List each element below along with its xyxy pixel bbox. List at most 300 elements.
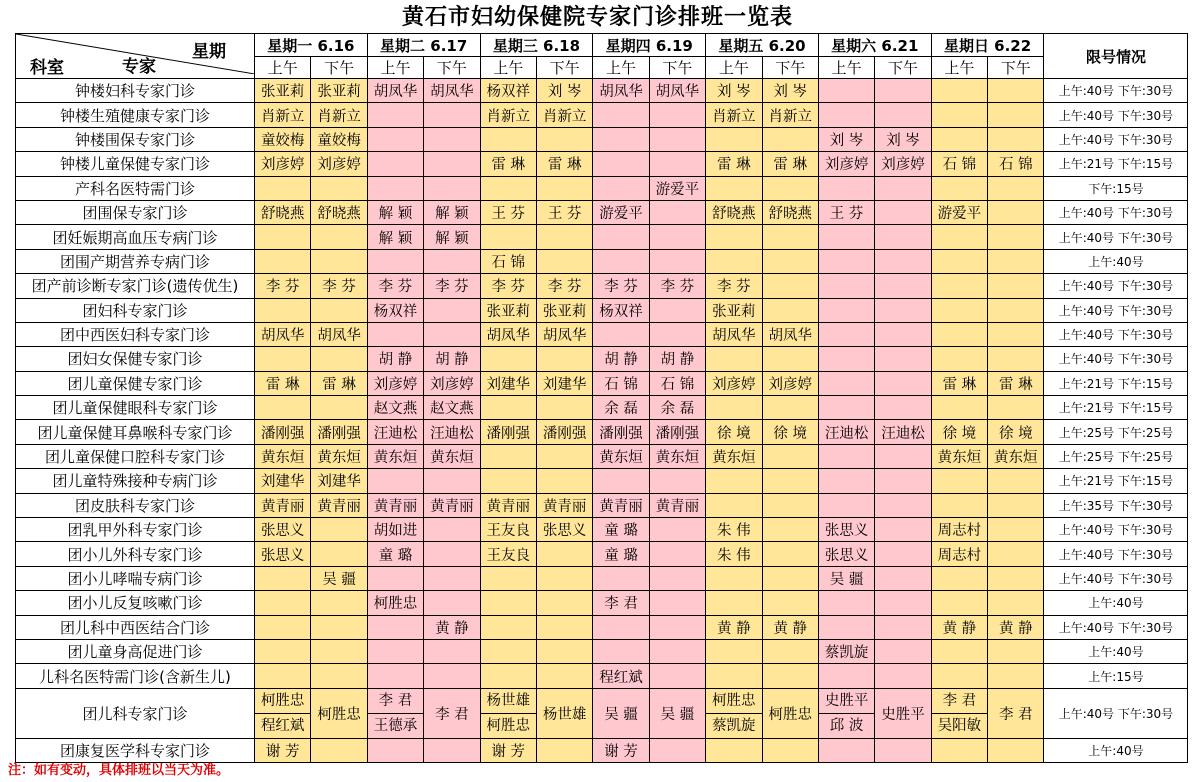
am-header: 上午 bbox=[367, 57, 423, 79]
expert-cell: 胡凤华 bbox=[311, 322, 367, 346]
expert-cell bbox=[818, 249, 874, 273]
expert-cell bbox=[480, 469, 536, 493]
expert-cell: 张思义 bbox=[818, 518, 874, 542]
expert-name: 柯胜忠 bbox=[260, 692, 305, 709]
expert-cell: 刘 岑 bbox=[706, 79, 762, 103]
expert-cell: 李 芬 bbox=[649, 274, 705, 298]
schedule-body bbox=[16, 79, 1188, 763]
expert-cell: 雷 琳 bbox=[255, 371, 311, 395]
table-row bbox=[16, 615, 1188, 639]
dept-cell: 团儿童特殊接种专病门诊 bbox=[16, 469, 255, 493]
expert-cell bbox=[536, 566, 592, 590]
expert-cell bbox=[649, 738, 705, 762]
limit-cell: 上午:40号 下午:30号 bbox=[1044, 322, 1188, 346]
expert-cell bbox=[818, 396, 874, 420]
table-row bbox=[16, 127, 1188, 151]
expert-cell bbox=[875, 371, 931, 395]
dept-cell: 团皮肤科专家门诊 bbox=[16, 493, 255, 517]
expert-cell: 刘建华 bbox=[255, 469, 311, 493]
expert-name: 程红斌 bbox=[255, 713, 310, 738]
expert-name: 史胜平 bbox=[824, 692, 869, 709]
expert-cell: 舒晓燕 bbox=[762, 200, 818, 224]
expert-cell bbox=[255, 688, 311, 738]
dept-cell: 团围产期营养专病门诊 bbox=[16, 249, 255, 273]
expert-cell: 程红斌 bbox=[593, 664, 649, 688]
expert-cell bbox=[988, 639, 1044, 663]
expert-cell bbox=[593, 615, 649, 639]
expert-cell bbox=[367, 738, 423, 762]
expert-cell bbox=[762, 664, 818, 688]
expert-cell bbox=[311, 738, 367, 762]
expert-cell bbox=[762, 127, 818, 151]
expert-cell bbox=[367, 639, 423, 663]
limit-cell: 上午:21号 下午:15号 bbox=[1044, 371, 1188, 395]
expert-cell bbox=[818, 79, 874, 103]
expert-cell bbox=[706, 591, 762, 615]
expert-cell: 吴 疆 bbox=[818, 566, 874, 590]
pm-header: 下午 bbox=[988, 57, 1044, 79]
expert-cell: 黄东烜 bbox=[367, 444, 423, 468]
expert-name: 邱 波 bbox=[819, 713, 874, 738]
expert-cell: 黄 静 bbox=[424, 615, 480, 639]
expert-cell bbox=[931, 493, 987, 517]
am-header: 上午 bbox=[480, 57, 536, 79]
expert-cell: 杨双祥 bbox=[480, 79, 536, 103]
table-row bbox=[16, 591, 1188, 615]
expert-cell bbox=[988, 322, 1044, 346]
expert-cell: 童 璐 bbox=[593, 542, 649, 566]
expert-cell bbox=[875, 664, 931, 688]
expert-cell: 刘 岑 bbox=[762, 79, 818, 103]
expert-cell: 雷 琳 bbox=[311, 371, 367, 395]
expert-cell: 张亚莉 bbox=[311, 79, 367, 103]
expert-cell: 黄青丽 bbox=[311, 493, 367, 517]
expert-cell bbox=[593, 127, 649, 151]
limit-cell: 下午:15号 bbox=[1044, 176, 1188, 200]
dept-cell: 团小儿哮喘专病门诊 bbox=[16, 566, 255, 590]
expert-cell bbox=[931, 322, 987, 346]
dept-cell: 团儿童保健专家门诊 bbox=[16, 371, 255, 395]
expert-cell bbox=[480, 396, 536, 420]
expert-cell bbox=[480, 688, 536, 738]
expert-cell bbox=[706, 493, 762, 517]
expert-cell: 赵文燕 bbox=[424, 396, 480, 420]
table-row bbox=[16, 420, 1188, 444]
limit-cell: 上午:40号 bbox=[1044, 738, 1188, 762]
expert-cell bbox=[875, 615, 931, 639]
table-row bbox=[16, 566, 1188, 590]
expert-cell bbox=[931, 347, 987, 371]
dept-cell: 团康复医学科专家门诊 bbox=[16, 738, 255, 762]
expert-cell bbox=[649, 542, 705, 566]
dept-cell: 产科名医特需门诊 bbox=[16, 176, 255, 200]
expert-cell bbox=[367, 615, 423, 639]
expert-cell: 童姣梅 bbox=[311, 127, 367, 151]
expert-cell bbox=[762, 249, 818, 273]
expert-cell bbox=[255, 396, 311, 420]
expert-cell bbox=[311, 615, 367, 639]
expert-cell bbox=[762, 298, 818, 322]
day-header: 星期一 6.16 bbox=[255, 34, 368, 57]
table-row bbox=[16, 493, 1188, 517]
expert-cell bbox=[706, 566, 762, 590]
dept-cell: 团产前诊断专家门诊(遗传优生) bbox=[16, 274, 255, 298]
am-header: 上午 bbox=[818, 57, 874, 79]
expert-cell: 黄青丽 bbox=[649, 493, 705, 517]
pm-header: 下午 bbox=[536, 57, 592, 79]
expert-cell bbox=[480, 615, 536, 639]
expert-cell: 雷 琳 bbox=[480, 152, 536, 176]
expert-cell: 李 君 bbox=[988, 688, 1044, 738]
expert-cell bbox=[649, 469, 705, 493]
expert-cell bbox=[931, 298, 987, 322]
expert-cell: 刘彦婷 bbox=[424, 371, 480, 395]
expert-cell bbox=[649, 152, 705, 176]
expert-cell bbox=[818, 738, 874, 762]
expert-cell: 张思义 bbox=[255, 518, 311, 542]
expert-cell: 黄青丽 bbox=[593, 493, 649, 517]
expert-cell: 解 颖 bbox=[367, 225, 423, 249]
table-row bbox=[16, 469, 1188, 493]
expert-cell: 李 芬 bbox=[536, 274, 592, 298]
expert-name: 柯胜忠 bbox=[481, 713, 536, 738]
table-row bbox=[16, 347, 1188, 371]
expert-cell: 柯胜忠 bbox=[367, 591, 423, 615]
expert-cell: 刘建华 bbox=[480, 371, 536, 395]
expert-cell: 刘 岑 bbox=[536, 79, 592, 103]
expert-cell: 谢 芳 bbox=[593, 738, 649, 762]
limit-cell: 上午:40号 下午:30号 bbox=[1044, 688, 1188, 738]
expert-name: 蔡凯旋 bbox=[706, 713, 761, 738]
expert-cell bbox=[649, 298, 705, 322]
expert-cell bbox=[931, 566, 987, 590]
expert-cell: 胡凤华 bbox=[536, 322, 592, 346]
expert-cell: 童姣梅 bbox=[255, 127, 311, 151]
expert-cell bbox=[706, 127, 762, 151]
expert-cell: 张思义 bbox=[536, 518, 592, 542]
expert-cell bbox=[593, 639, 649, 663]
table-row bbox=[16, 152, 1188, 176]
expert-cell: 刘彦婷 bbox=[706, 371, 762, 395]
expert-cell: 张亚莉 bbox=[536, 298, 592, 322]
expert-cell: 解 颖 bbox=[367, 200, 423, 224]
expert-cell bbox=[931, 688, 987, 738]
expert-cell bbox=[649, 200, 705, 224]
table-row bbox=[16, 518, 1188, 542]
expert-cell bbox=[424, 298, 480, 322]
expert-cell bbox=[649, 566, 705, 590]
corner-week-label: 星期 bbox=[192, 42, 226, 62]
expert-cell: 潘刚强 bbox=[311, 420, 367, 444]
limit-cell: 上午:40号 bbox=[1044, 639, 1188, 663]
expert-cell bbox=[931, 664, 987, 688]
expert-cell bbox=[255, 591, 311, 615]
limit-cell: 上午:21号 下午:15号 bbox=[1044, 152, 1188, 176]
limit-cell: 上午:40号 下午:30号 bbox=[1044, 347, 1188, 371]
expert-cell bbox=[988, 738, 1044, 762]
expert-cell: 黄 静 bbox=[706, 615, 762, 639]
expert-cell bbox=[311, 542, 367, 566]
expert-cell: 王 芬 bbox=[818, 200, 874, 224]
expert-cell bbox=[988, 176, 1044, 200]
expert-cell: 童 璐 bbox=[367, 542, 423, 566]
expert-cell: 石 锦 bbox=[988, 152, 1044, 176]
expert-cell: 李 芬 bbox=[255, 274, 311, 298]
expert-cell: 张思义 bbox=[818, 542, 874, 566]
dept-cell: 团儿童保健眼科专家门诊 bbox=[16, 396, 255, 420]
expert-cell bbox=[818, 176, 874, 200]
expert-cell: 徐 境 bbox=[988, 420, 1044, 444]
day-header: 星期日 6.22 bbox=[931, 34, 1044, 57]
day-header: 星期三 6.18 bbox=[480, 34, 593, 57]
expert-cell: 黄东烜 bbox=[988, 444, 1044, 468]
expert-cell bbox=[311, 347, 367, 371]
pm-header: 下午 bbox=[762, 57, 818, 79]
expert-cell bbox=[931, 249, 987, 273]
expert-cell: 刘彦婷 bbox=[311, 152, 367, 176]
expert-cell bbox=[706, 688, 762, 738]
dept-cell: 钟楼生殖健康专家门诊 bbox=[16, 103, 255, 127]
expert-cell bbox=[255, 664, 311, 688]
expert-name: 吴阳敏 bbox=[932, 713, 987, 738]
expert-cell bbox=[931, 103, 987, 127]
expert-cell bbox=[593, 103, 649, 127]
expert-cell bbox=[875, 347, 931, 371]
expert-cell: 潘刚强 bbox=[480, 420, 536, 444]
limit-cell: 上午:15号 bbox=[1044, 664, 1188, 688]
expert-cell: 李 芬 bbox=[367, 274, 423, 298]
expert-cell bbox=[536, 396, 592, 420]
day-header: 星期二 6.17 bbox=[367, 34, 480, 57]
expert-cell: 解 颖 bbox=[424, 200, 480, 224]
expert-cell bbox=[875, 493, 931, 517]
table-row bbox=[16, 200, 1188, 224]
expert-cell: 石 锦 bbox=[649, 371, 705, 395]
expert-cell: 汪迪松 bbox=[875, 420, 931, 444]
expert-cell: 张思义 bbox=[255, 542, 311, 566]
expert-cell: 王友良 bbox=[480, 518, 536, 542]
expert-cell bbox=[875, 200, 931, 224]
expert-cell bbox=[480, 225, 536, 249]
expert-cell: 石 锦 bbox=[593, 371, 649, 395]
pm-header: 下午 bbox=[311, 57, 367, 79]
corner-dept-label: 科室 bbox=[30, 58, 64, 78]
expert-cell bbox=[536, 225, 592, 249]
expert-cell bbox=[988, 591, 1044, 615]
expert-cell: 潘刚强 bbox=[255, 420, 311, 444]
expert-cell bbox=[875, 542, 931, 566]
expert-cell: 肖新立 bbox=[536, 103, 592, 127]
expert-cell: 张亚莉 bbox=[706, 298, 762, 322]
expert-cell bbox=[931, 274, 987, 298]
expert-cell bbox=[762, 225, 818, 249]
limit-cell: 上午:40号 下午:30号 bbox=[1044, 566, 1188, 590]
expert-cell bbox=[931, 639, 987, 663]
expert-cell bbox=[649, 518, 705, 542]
expert-cell bbox=[706, 738, 762, 762]
expert-cell bbox=[424, 542, 480, 566]
expert-cell bbox=[424, 664, 480, 688]
expert-cell bbox=[424, 103, 480, 127]
expert-cell bbox=[762, 396, 818, 420]
expert-cell: 胡凤华 bbox=[367, 79, 423, 103]
schedule-table bbox=[15, 33, 1188, 763]
expert-cell: 杨双祥 bbox=[367, 298, 423, 322]
expert-cell: 张亚莉 bbox=[255, 79, 311, 103]
expert-cell bbox=[931, 396, 987, 420]
expert-cell: 余 磊 bbox=[649, 396, 705, 420]
expert-cell: 黄青丽 bbox=[255, 493, 311, 517]
expert-cell: 李 芬 bbox=[480, 274, 536, 298]
expert-cell bbox=[424, 566, 480, 590]
expert-cell bbox=[762, 639, 818, 663]
expert-cell bbox=[593, 176, 649, 200]
expert-cell bbox=[875, 225, 931, 249]
expert-cell bbox=[818, 469, 874, 493]
table-row bbox=[16, 79, 1188, 103]
expert-cell bbox=[311, 518, 367, 542]
expert-name: 柯胜忠 bbox=[712, 692, 756, 709]
expert-cell: 汪迪松 bbox=[424, 420, 480, 444]
expert-cell: 刘 岑 bbox=[875, 127, 931, 151]
expert-cell bbox=[424, 127, 480, 151]
limit-cell: 上午:40号 下午:30号 bbox=[1044, 615, 1188, 639]
expert-cell bbox=[480, 664, 536, 688]
expert-cell bbox=[593, 249, 649, 273]
expert-cell bbox=[424, 152, 480, 176]
expert-cell bbox=[536, 444, 592, 468]
expert-cell bbox=[536, 469, 592, 493]
limit-cell: 上午:40号 下午:30号 bbox=[1044, 79, 1188, 103]
expert-cell: 黄东烜 bbox=[649, 444, 705, 468]
expert-cell bbox=[988, 542, 1044, 566]
expert-cell: 游爱平 bbox=[593, 200, 649, 224]
expert-cell: 黄东烜 bbox=[255, 444, 311, 468]
expert-cell bbox=[818, 664, 874, 688]
table-row bbox=[16, 396, 1188, 420]
expert-cell bbox=[988, 274, 1044, 298]
corner-header bbox=[16, 34, 255, 79]
expert-cell bbox=[536, 176, 592, 200]
expert-cell: 黄青丽 bbox=[480, 493, 536, 517]
expert-cell bbox=[367, 322, 423, 346]
expert-cell bbox=[255, 249, 311, 273]
expert-cell: 肖新立 bbox=[706, 103, 762, 127]
expert-cell bbox=[536, 591, 592, 615]
dept-cell: 团小儿反复咳嗽门诊 bbox=[16, 591, 255, 615]
expert-cell bbox=[424, 322, 480, 346]
dept-cell: 团小儿外科专家门诊 bbox=[16, 542, 255, 566]
expert-cell bbox=[536, 664, 592, 688]
expert-cell bbox=[875, 738, 931, 762]
expert-cell bbox=[931, 225, 987, 249]
expert-cell bbox=[988, 249, 1044, 273]
expert-cell: 朱 伟 bbox=[706, 518, 762, 542]
expert-cell bbox=[255, 298, 311, 322]
expert-name: 李 君 bbox=[378, 692, 413, 709]
expert-cell: 余 磊 bbox=[593, 396, 649, 420]
expert-cell bbox=[988, 79, 1044, 103]
expert-cell: 雷 琳 bbox=[536, 152, 592, 176]
footer-note: 注：如有变动，具体排班以当天为准。 bbox=[8, 763, 230, 778]
expert-cell bbox=[536, 127, 592, 151]
dept-cell: 钟楼妇科专家门诊 bbox=[16, 79, 255, 103]
expert-name: 王德承 bbox=[368, 713, 423, 738]
expert-cell: 雷 琳 bbox=[988, 371, 1044, 395]
expert-cell bbox=[988, 493, 1044, 517]
limit-cell: 上午:21号 下午:15号 bbox=[1044, 396, 1188, 420]
expert-cell: 李 芬 bbox=[424, 274, 480, 298]
expert-cell: 潘刚强 bbox=[649, 420, 705, 444]
expert-cell bbox=[649, 639, 705, 663]
expert-cell bbox=[931, 79, 987, 103]
limit-cell: 上午:40号 下午:30号 bbox=[1044, 298, 1188, 322]
expert-cell: 徐 境 bbox=[706, 420, 762, 444]
am-header: 上午 bbox=[593, 57, 649, 79]
expert-cell: 刘彦婷 bbox=[875, 152, 931, 176]
expert-cell: 李 芬 bbox=[311, 274, 367, 298]
expert-cell bbox=[762, 469, 818, 493]
expert-cell: 雷 琳 bbox=[762, 152, 818, 176]
expert-cell: 刘彦婷 bbox=[818, 152, 874, 176]
table-row bbox=[16, 444, 1188, 468]
expert-cell bbox=[255, 615, 311, 639]
expert-cell bbox=[875, 396, 931, 420]
expert-cell bbox=[480, 591, 536, 615]
expert-cell: 黄东烜 bbox=[931, 444, 987, 468]
expert-cell bbox=[762, 518, 818, 542]
expert-cell bbox=[762, 591, 818, 615]
expert-cell bbox=[762, 738, 818, 762]
expert-cell bbox=[818, 688, 874, 738]
limit-cell: 上午:40号 下午:30号 bbox=[1044, 127, 1188, 151]
expert-cell bbox=[649, 664, 705, 688]
expert-cell bbox=[424, 469, 480, 493]
expert-cell bbox=[931, 176, 987, 200]
expert-cell bbox=[875, 176, 931, 200]
expert-cell: 黄 静 bbox=[762, 615, 818, 639]
expert-cell: 游爱平 bbox=[931, 200, 987, 224]
limit-cell: 上午:40号 下午:30号 bbox=[1044, 225, 1188, 249]
expert-cell: 吴 疆 bbox=[649, 688, 705, 738]
limit-cell: 上午:35号 下午:30号 bbox=[1044, 493, 1188, 517]
limit-header: 限号情况 bbox=[1044, 34, 1188, 79]
expert-cell bbox=[255, 176, 311, 200]
expert-cell: 黄青丽 bbox=[424, 493, 480, 517]
expert-cell bbox=[536, 738, 592, 762]
expert-cell: 黄青丽 bbox=[367, 493, 423, 517]
expert-cell bbox=[818, 591, 874, 615]
expert-cell bbox=[931, 591, 987, 615]
expert-cell: 雷 琳 bbox=[931, 371, 987, 395]
expert-cell bbox=[818, 493, 874, 517]
expert-cell bbox=[875, 249, 931, 273]
limit-cell: 上午:40号 bbox=[1044, 591, 1188, 615]
expert-cell: 李 君 bbox=[424, 688, 480, 738]
dept-cell: 团儿科中西医结合门诊 bbox=[16, 615, 255, 639]
table-row bbox=[16, 249, 1188, 273]
corner-expert-label: 专家 bbox=[122, 57, 156, 77]
expert-cell: 柯胜忠 bbox=[311, 688, 367, 738]
expert-cell: 胡如进 bbox=[367, 518, 423, 542]
table-row bbox=[16, 225, 1188, 249]
expert-cell bbox=[536, 615, 592, 639]
expert-cell: 胡 静 bbox=[593, 347, 649, 371]
expert-cell: 刘建华 bbox=[536, 371, 592, 395]
expert-cell bbox=[424, 738, 480, 762]
page-title: 黄石市妇幼保健院专家门诊排班一览表 bbox=[401, 4, 793, 30]
expert-cell bbox=[536, 542, 592, 566]
